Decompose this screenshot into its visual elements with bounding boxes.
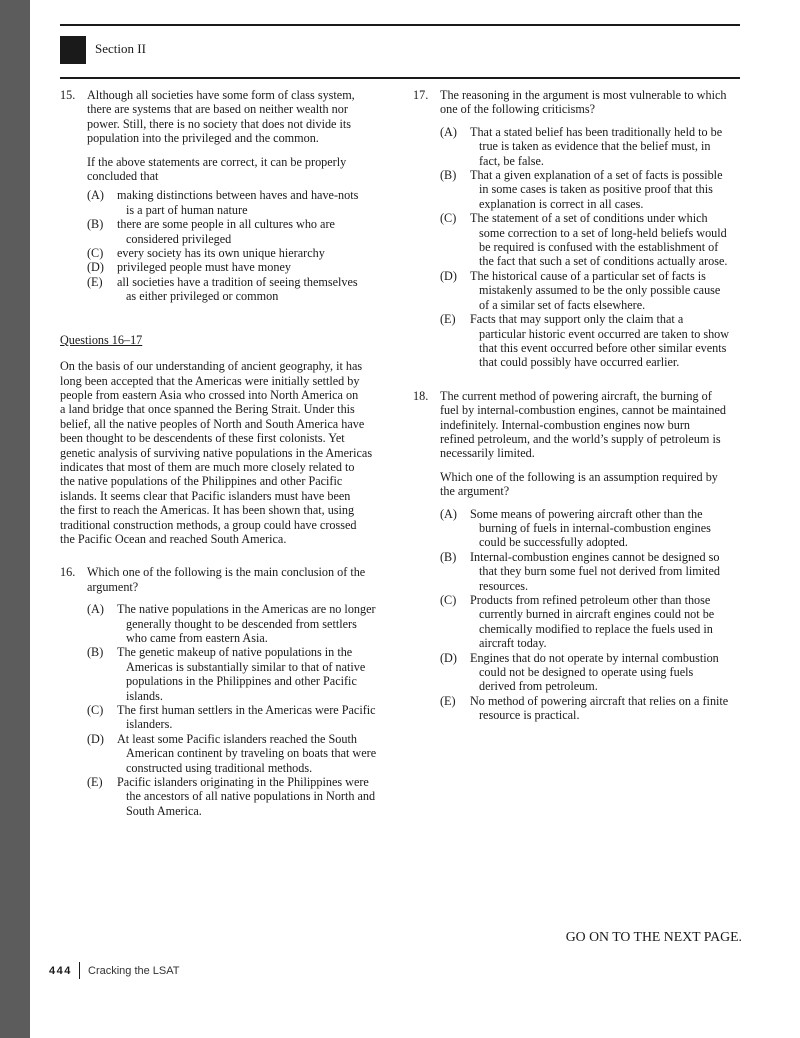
left-margin-bar xyxy=(0,0,30,1038)
book-title: Cracking the LSAT xyxy=(88,965,180,977)
passage: On the basis of our understanding of ancient geography, it has long been accepted that the Americas were initially settled by people from eastern Asia who crossed into North America on a land bridge that once spanned the Bering Strait. Under this belief, all the native peoples of North and South America have been thought to be descendents of these first colonists. Yet genetic analysis of surviving native populations in the Americas indicates that most of them are much more closely related to the native populations of the Philippines and other Pacific islands. It seems clear that Pacific islanders must have been the first to reach the Americas. It has been shown that, using traditional construction methods, a group could have crossed the Pacific Ocean and reached South America. xyxy=(60,359,373,546)
answer-choice[interactable]: (A) The native populations in the Americas are no longer generally thought to be descended from settlers who came from eastern Asia. xyxy=(87,602,376,645)
section-marker-block xyxy=(60,36,86,64)
question-stem: Although all societies have some form of class system, there are systems that are based on neither wealth nor power. Still, there is no society that does not divide its population into the privileged and the common. xyxy=(87,88,355,146)
question-stem: The reasoning in the argument is most vulnerable to which one of the following criticisms? xyxy=(440,88,727,117)
question-stem: The current method of powering aircraft, the burning of fuel by internal-combustion engines, cannot be maintained indefinitely. Internal-combustion engines now burn refined petroleum, and the world’s supply of petroleum is necessarily limited. xyxy=(440,388,726,461)
answer-choice[interactable]: (A) making distinctions between haves and have-nots is a part of human nature xyxy=(87,188,359,217)
question-17 xyxy=(413,88,743,370)
question-18 xyxy=(413,389,743,723)
answer-choice[interactable]: (E) Facts that may support only the claim that a particular historic event occurred are taken to show that this event occurred before other similar events that could possibly have occurred earlier. xyxy=(440,312,730,370)
top-rule xyxy=(60,24,740,26)
answer-choice[interactable]: (B) That a given explanation of a set of facts is possible in some cases is taken as positive proof that this explanation is correct in all cases. xyxy=(440,168,723,211)
question-16 xyxy=(60,565,390,818)
answer-choice[interactable]: (B) Internal-combustion engines cannot be designed so that they burn some fuel not derived from limited resources. xyxy=(440,549,720,593)
page-number: 444 xyxy=(49,965,72,977)
next-page-notice: GO ON TO THE NEXT PAGE. xyxy=(565,929,742,944)
answer-choice[interactable]: (C) The first human settlers in the Americas were Pacific islanders. xyxy=(87,703,376,732)
answer-choices xyxy=(440,507,743,723)
left-column xyxy=(60,88,390,818)
answer-choice[interactable]: (D) The historical cause of a particular set of facts is mistakenly assumed to be the only possible cause of a similar set of facts elsewhere. xyxy=(440,268,721,312)
footer-divider xyxy=(79,962,80,979)
answer-choice[interactable]: (C) every society has its own unique hierarchy xyxy=(87,246,325,261)
header-rule xyxy=(60,77,740,79)
answer-choice[interactable]: (B) there are some people in all cultures who are considered privileged xyxy=(87,217,335,246)
answer-choices xyxy=(87,602,390,818)
answer-choice[interactable]: (E) all societies have a tradition of seeing themselves as either privileged or common xyxy=(87,274,358,304)
answer-choice[interactable]: (D) privileged people must have money xyxy=(87,260,291,275)
right-column xyxy=(413,88,743,723)
section-title: Section II xyxy=(95,41,146,56)
answer-choice[interactable]: (A) Some means of powering aircraft other than the burning of fuels in internal-combustion engines could be successfully adopted. xyxy=(440,506,711,550)
question-number: 15. xyxy=(60,88,76,102)
answer-choice[interactable]: (B) The genetic makeup of native populations in the Americas is substantially similar to that of native populations in the Philippines and other Pacific islands. xyxy=(87,645,366,703)
questions-group-heading: Questions 16–17 xyxy=(60,332,143,347)
question-number: 18. xyxy=(413,388,429,403)
question-15 xyxy=(60,88,390,304)
answer-choice[interactable]: (D) At least some Pacific islanders reached the South American continent by traveling on boats that were constructed using traditional methods. xyxy=(87,731,377,775)
answer-choices xyxy=(87,188,390,303)
answer-choice[interactable]: (E) Pacific islanders originating in the Philippines were the ancestors of all native populations in North and South America. xyxy=(87,775,376,818)
question-prompt: If the above statements are correct, it can be properly concluded that xyxy=(87,154,347,184)
answer-choice[interactable]: (A) That a stated belief has been traditionally held to be true is taken as evidence that the belief must, in fact, be false. xyxy=(440,124,723,168)
answer-choice[interactable]: (D) Engines that do not operate by internal combustion could not be designed to operate using fuels derived from petroleum. xyxy=(440,650,719,694)
question-prompt: Which one of the following is an assumption required by the argument? xyxy=(440,469,718,499)
question-number: 17. xyxy=(413,88,429,102)
question-number: 16. xyxy=(60,565,76,580)
answer-choice[interactable]: (E) No method of powering aircraft that relies on a finite resource is practical. xyxy=(440,693,729,723)
question-stem: Which one of the following is the main conclusion of the argument? xyxy=(87,565,366,594)
answer-choices xyxy=(440,125,743,370)
answer-choice[interactable]: (C) The statement of a set of conditions under which some correction to a set of long-held beliefs would be required is confused with the establishment of the fact that such a set of conditions actually arose. xyxy=(440,211,728,269)
answer-choice[interactable]: (C) Products from refined petroleum other than those currently burned in aircraft engines could not be chemically modified to replace the fuels used in aircraft today. xyxy=(440,593,715,651)
